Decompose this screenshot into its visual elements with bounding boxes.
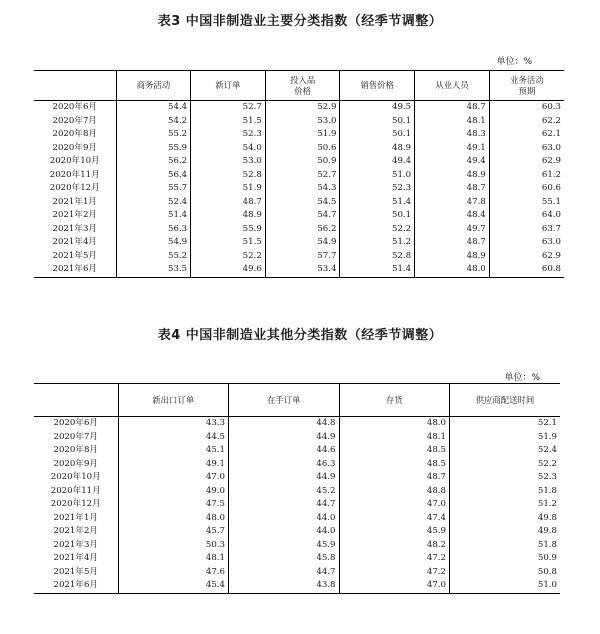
table3-cell: 48.7 bbox=[191, 196, 266, 210]
table4-cell: 48.5 bbox=[339, 444, 450, 458]
table3-header: 从业人员 bbox=[415, 71, 490, 101]
table3-cell: 51.4 bbox=[116, 209, 191, 223]
table3-cell: 51.9 bbox=[191, 182, 266, 196]
table4-row-label: 2021年5月 bbox=[53, 566, 99, 577]
table3-cell: 54.4 bbox=[116, 101, 191, 115]
table4-cell: 44.9 bbox=[229, 471, 340, 485]
table4-cell: 45.4 bbox=[118, 579, 229, 593]
table3-cell: 50.1 bbox=[340, 209, 415, 223]
table3-row-label: 2020年10月 bbox=[49, 156, 100, 166]
table3-cell: 50.6 bbox=[265, 142, 340, 156]
table4-cell: 51.0 bbox=[450, 579, 561, 593]
table3-cell: 60.8 bbox=[489, 263, 564, 277]
table3-cell: 55.2 bbox=[116, 250, 191, 264]
table3-cell: 54.5 bbox=[265, 196, 340, 210]
table3-cell: 52.7 bbox=[265, 169, 340, 183]
table4-cell: 52.4 bbox=[450, 444, 561, 458]
table3-cell: 48.9 bbox=[415, 169, 490, 183]
table3-cell: 63.0 bbox=[489, 236, 564, 250]
table3-title: 表3 中国非制造业主要分类指数（经季节调整） bbox=[157, 14, 443, 29]
table3-cell: 52.8 bbox=[191, 169, 266, 183]
table4-row-label: 2021年2月 bbox=[53, 526, 99, 536]
table3-cell: 49.6 bbox=[191, 263, 266, 277]
table3-row-label: 2021年6月 bbox=[34, 263, 116, 277]
table3-cell: 62.9 bbox=[489, 155, 564, 169]
table4 bbox=[34, 383, 560, 594]
table4-cell: 47.2 bbox=[339, 566, 450, 580]
table4-cell: 48.1 bbox=[118, 552, 229, 566]
table3-row bbox=[34, 250, 564, 264]
table4-cell: 44.0 bbox=[229, 525, 340, 539]
table3-cell: 63.7 bbox=[489, 223, 564, 237]
table4-row bbox=[34, 498, 560, 512]
table4-cell: 47.5 bbox=[118, 498, 229, 512]
table4-row bbox=[34, 471, 560, 485]
table4-cell: 45.9 bbox=[229, 539, 340, 553]
table3-cell: 48.4 bbox=[415, 209, 490, 223]
table4-cell: 47.0 bbox=[339, 498, 450, 512]
table3-header-month bbox=[34, 71, 116, 101]
table4-cell: 50.8 bbox=[450, 566, 561, 580]
table3-row-label: 2020年11月 bbox=[49, 169, 100, 180]
table3-cell: 49.7 bbox=[415, 223, 490, 237]
table3-cell: 53.4 bbox=[265, 263, 340, 277]
table4-cell: 48.2 bbox=[339, 539, 450, 553]
table3-unit: 单位：% bbox=[496, 57, 532, 67]
table3-row bbox=[34, 169, 564, 183]
table3-cell: 55.2 bbox=[116, 128, 191, 142]
table3-cell: 48.9 bbox=[415, 250, 490, 264]
table4-row-label: 2020年9月 bbox=[53, 458, 99, 469]
table4-cell: 51.2 bbox=[450, 498, 561, 512]
table4-cell: 45.2 bbox=[229, 485, 340, 499]
table3-cell: 56.2 bbox=[116, 155, 191, 169]
table4-row bbox=[34, 566, 560, 580]
table4-cell: 48.0 bbox=[118, 512, 229, 526]
table3-cell: 52.7 bbox=[191, 101, 266, 115]
table4-header: 在手订单 bbox=[229, 384, 340, 417]
table3-row bbox=[34, 263, 564, 277]
table4-cell: 47.0 bbox=[339, 579, 450, 593]
table3-row bbox=[34, 142, 564, 156]
table3-cell: 55.9 bbox=[116, 142, 191, 156]
table4-cell: 44.9 bbox=[229, 431, 340, 445]
table4-row bbox=[34, 579, 560, 593]
table4-cell: 47.6 bbox=[118, 566, 229, 580]
table4-row bbox=[34, 539, 560, 553]
table3-cell: 57.7 bbox=[265, 250, 340, 264]
table3-cell: 51.4 bbox=[340, 196, 415, 210]
table4-cell: 48.8 bbox=[339, 485, 450, 499]
table4-row bbox=[34, 458, 560, 472]
table3-cell: 51.4 bbox=[340, 263, 415, 277]
table3-cell: 52.2 bbox=[191, 250, 266, 264]
table3-cell: 60.6 bbox=[489, 182, 564, 196]
table3-row bbox=[34, 209, 564, 223]
table3-cell: 53.0 bbox=[265, 115, 340, 129]
table3-row bbox=[34, 101, 564, 115]
table4-row-label: 2021年4月 bbox=[53, 553, 99, 563]
table4-unit: 单位：% bbox=[504, 373, 540, 383]
table3-cell: 50.1 bbox=[340, 128, 415, 142]
table3-cell: 52.8 bbox=[340, 250, 415, 264]
table3-cell: 55.1 bbox=[489, 196, 564, 210]
table3-row-label: 2020年9月 bbox=[52, 142, 98, 153]
table4-title: 表4 中国非制造业其他分类指数（经季节调整） bbox=[157, 328, 443, 343]
table4-row-label: 2020年6月 bbox=[53, 418, 99, 428]
table4-cell: 50.9 bbox=[450, 552, 561, 566]
table3-cell: 54.2 bbox=[116, 115, 191, 129]
table4-cell: 44.7 bbox=[229, 498, 340, 512]
table4-cell: 48.0 bbox=[339, 417, 450, 431]
table3-header: 新订单 bbox=[191, 71, 266, 101]
table4-cell: 45.9 bbox=[339, 525, 450, 539]
table4-cell: 49.0 bbox=[118, 485, 229, 499]
table4-cell: 45.7 bbox=[118, 525, 229, 539]
table4-row bbox=[34, 431, 560, 445]
table4-header: 存货 bbox=[339, 384, 450, 417]
table4-cell: 47.4 bbox=[339, 512, 450, 526]
table4-cell: 44.7 bbox=[229, 566, 340, 580]
table3-cell: 56.3 bbox=[116, 223, 191, 237]
table3-cell: 56.4 bbox=[116, 169, 191, 183]
table4-cell: 43.3 bbox=[118, 417, 229, 431]
table3-row-label: 2020年6月 bbox=[52, 102, 98, 112]
table3-cell: 51.2 bbox=[340, 236, 415, 250]
table3-cell: 51.5 bbox=[191, 115, 266, 129]
table3-cell: 48.7 bbox=[415, 182, 490, 196]
table3-cell: 50.1 bbox=[340, 115, 415, 129]
table4-row-label: 2020年7月 bbox=[53, 431, 99, 442]
table3-row-label: 2020年7月 bbox=[52, 115, 98, 126]
table4-cell: 44.0 bbox=[229, 512, 340, 526]
table4-cell: 46.3 bbox=[229, 458, 340, 472]
table3-row-label: 2021年5月 bbox=[52, 250, 98, 261]
table4-cell: 48.7 bbox=[339, 471, 450, 485]
table4-cell: 52.1 bbox=[450, 417, 561, 431]
table3-header: 投入品 价格 bbox=[265, 71, 340, 101]
table3-cell: 53.5 bbox=[116, 263, 191, 277]
table4-cell: 52.3 bbox=[450, 471, 561, 485]
table3-row-label: 2021年1月 bbox=[52, 196, 98, 207]
table3-cell: 64.0 bbox=[489, 209, 564, 223]
table4-cell: 49.1 bbox=[118, 458, 229, 472]
table3-cell: 51.9 bbox=[265, 128, 340, 142]
table3-cell: 63.0 bbox=[489, 142, 564, 156]
table3-cell: 48.7 bbox=[415, 236, 490, 250]
table4-row-label: 2020年8月 bbox=[53, 445, 99, 455]
table3-cell: 52.2 bbox=[340, 223, 415, 237]
table3-cell: 52.4 bbox=[116, 196, 191, 210]
table3-cell: 51.0 bbox=[340, 169, 415, 183]
table4-cell: 51.8 bbox=[450, 539, 561, 553]
table4-row-label: 2020年10月 bbox=[50, 472, 101, 482]
table3-row bbox=[34, 182, 564, 196]
table3-cell: 54.3 bbox=[265, 182, 340, 196]
table3-row bbox=[34, 223, 564, 237]
table4-cell: 50.3 bbox=[118, 539, 229, 553]
table4-cell: 44.8 bbox=[229, 417, 340, 431]
table4-cell: 51.9 bbox=[450, 431, 561, 445]
table3-cell: 52.3 bbox=[340, 182, 415, 196]
table4-cell: 44.6 bbox=[229, 444, 340, 458]
table4-row bbox=[34, 417, 560, 431]
table3-row bbox=[34, 236, 564, 250]
table4-header-month bbox=[34, 384, 118, 417]
table3-cell: 60.3 bbox=[489, 101, 564, 115]
table3-row-label: 2021年2月 bbox=[52, 210, 98, 220]
table3-cell: 62.1 bbox=[489, 128, 564, 142]
table4-row bbox=[34, 552, 560, 566]
table4-cell: 49.8 bbox=[450, 512, 561, 526]
table3-cell: 47.8 bbox=[415, 196, 490, 210]
table3-cell: 49.5 bbox=[340, 101, 415, 115]
table4-row bbox=[34, 512, 560, 526]
table3-cell: 48.0 bbox=[415, 263, 490, 277]
table3-cell: 52.3 bbox=[191, 128, 266, 142]
table3-cell: 55.9 bbox=[191, 223, 266, 237]
table4-cell: 48.1 bbox=[339, 431, 450, 445]
table4-cell: 47.0 bbox=[118, 471, 229, 485]
table3-cell: 62.2 bbox=[489, 115, 564, 129]
table3 bbox=[34, 70, 564, 278]
table3-cell: 50.9 bbox=[265, 155, 340, 169]
table4-row-label: 2021年1月 bbox=[53, 512, 99, 523]
table4-cell: 52.2 bbox=[450, 458, 561, 472]
table3-cell: 52.9 bbox=[265, 101, 340, 115]
table3-row-label: 2021年3月 bbox=[52, 223, 98, 234]
table3-cell: 54.9 bbox=[116, 236, 191, 250]
table3-cell: 48.7 bbox=[415, 101, 490, 115]
table4-row bbox=[34, 525, 560, 539]
table3-cell: 49.1 bbox=[415, 142, 490, 156]
table4-cell: 44.5 bbox=[118, 431, 229, 445]
table4-row bbox=[34, 444, 560, 458]
table3-header: 商务活动 bbox=[116, 71, 191, 101]
table3-cell: 62.9 bbox=[489, 250, 564, 264]
table3-cell: 48.3 bbox=[415, 128, 490, 142]
table4-cell: 47.2 bbox=[339, 552, 450, 566]
table4-cell: 49.8 bbox=[450, 525, 561, 539]
table4-row-label: 2020年11月 bbox=[50, 485, 101, 496]
table3-cell: 48.1 bbox=[415, 115, 490, 129]
table3-cell: 56.2 bbox=[265, 223, 340, 237]
table3-cell: 54.7 bbox=[265, 209, 340, 223]
table4-cell: 43.8 bbox=[229, 579, 340, 593]
table3-cell: 48.9 bbox=[191, 209, 266, 223]
table4-row-label: 2020年12月 bbox=[50, 499, 101, 509]
table3-header: 销售价格 bbox=[340, 71, 415, 101]
table3-row bbox=[34, 115, 564, 129]
table4-cell: 48.5 bbox=[339, 458, 450, 472]
table4-cell: 45.8 bbox=[229, 552, 340, 566]
table4-cell: 45.1 bbox=[118, 444, 229, 458]
table4-cell: 51.8 bbox=[450, 485, 561, 499]
table3-cell: 51.5 bbox=[191, 236, 266, 250]
table3-header: 业务活动 预期 bbox=[489, 71, 564, 101]
table3-cell: 53.0 bbox=[191, 155, 266, 169]
table3-cell: 49.4 bbox=[415, 155, 490, 169]
table3-row bbox=[34, 196, 564, 210]
table4-row-label: 2021年6月 bbox=[34, 579, 118, 593]
table4-header: 新出口订单 bbox=[118, 384, 229, 417]
table3-cell: 61.2 bbox=[489, 169, 564, 183]
table3-row bbox=[34, 128, 564, 142]
table4-header: 供应商配送时间 bbox=[450, 384, 561, 417]
table3-row-label: 2021年4月 bbox=[52, 237, 98, 247]
table3-cell: 54.0 bbox=[191, 142, 266, 156]
table4-row-label: 2021年3月 bbox=[53, 539, 99, 550]
table3-row bbox=[34, 155, 564, 169]
table3-row-label: 2020年8月 bbox=[52, 129, 98, 139]
table3-row-label: 2020年12月 bbox=[49, 183, 100, 193]
table4-row bbox=[34, 485, 560, 499]
table3-cell: 49.4 bbox=[340, 155, 415, 169]
table3-cell: 54.9 bbox=[265, 236, 340, 250]
table3-cell: 55.7 bbox=[116, 182, 191, 196]
table3-cell: 48.9 bbox=[340, 142, 415, 156]
